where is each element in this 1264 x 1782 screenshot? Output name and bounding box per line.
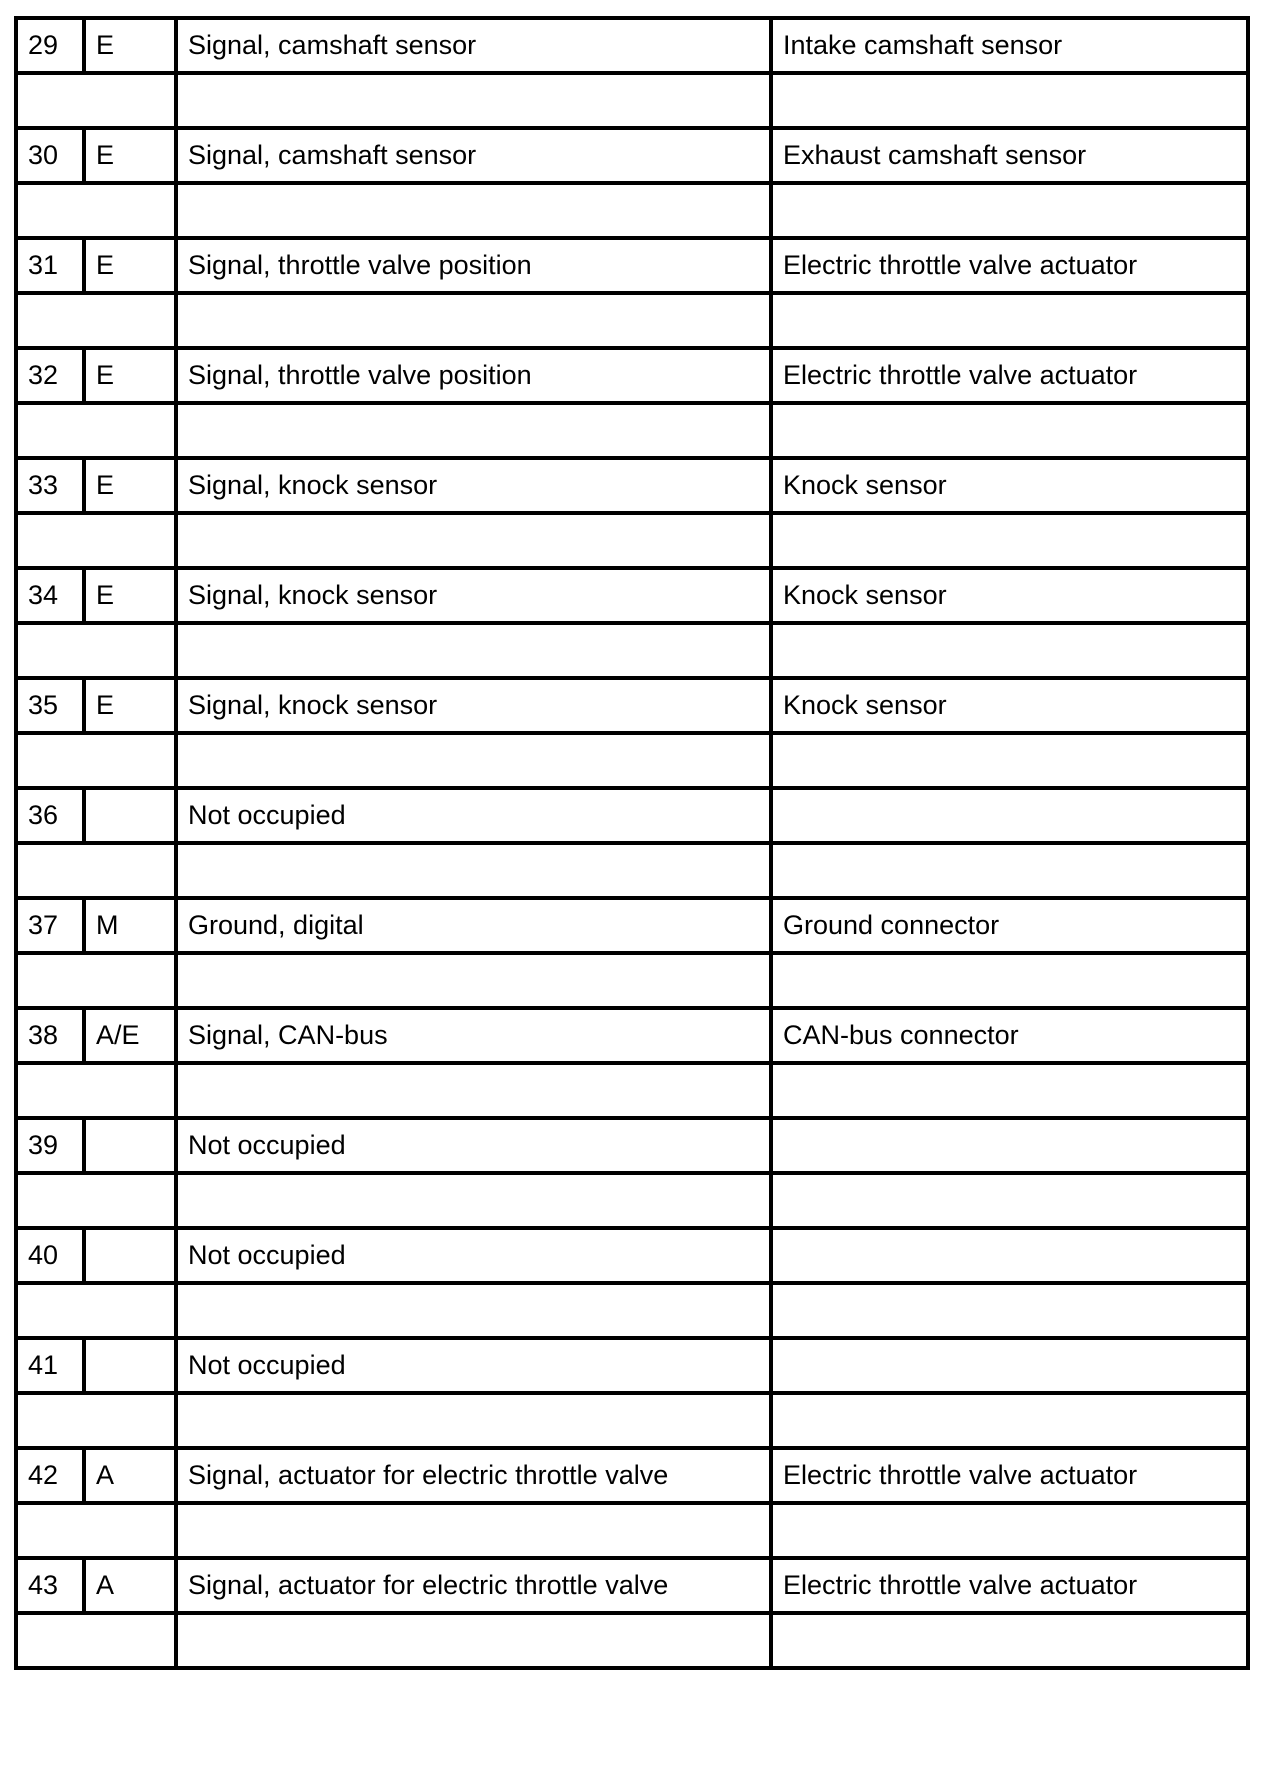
spacer-description-cell (176, 183, 771, 238)
connection-cell (771, 1338, 1248, 1393)
spacer-description-cell (176, 953, 771, 1008)
pin-assignment-table (14, 16, 1250, 1670)
table-spacer-row (16, 183, 1248, 238)
table-row (16, 1558, 1248, 1613)
spacer-description-cell (176, 513, 771, 568)
table-row (16, 1228, 1248, 1283)
connection-cell: Knock sensor (771, 568, 1248, 623)
table-row (16, 238, 1248, 293)
spacer-pin-cell (16, 1613, 176, 1668)
pin-number-cell: 42 (16, 1448, 84, 1503)
table-row (16, 1448, 1248, 1503)
table-spacer-row (16, 1063, 1248, 1118)
pin-number-cell: 29 (16, 18, 84, 73)
spacer-pin-cell (16, 293, 176, 348)
spacer-pin-cell (16, 513, 176, 568)
description-cell: Signal, camshaft sensor (176, 128, 771, 183)
connection-cell: Knock sensor (771, 458, 1248, 513)
spacer-connection-cell (771, 293, 1248, 348)
spacer-connection-cell (771, 733, 1248, 788)
pin-type-cell: E (84, 18, 176, 73)
description-cell: Signal, knock sensor (176, 678, 771, 733)
pin-number-cell: 43 (16, 1558, 84, 1613)
spacer-description-cell (176, 733, 771, 788)
table-row (16, 568, 1248, 623)
spacer-pin-cell (16, 403, 176, 458)
table-row (16, 348, 1248, 403)
spacer-pin-cell (16, 843, 176, 898)
pin-type-cell: E (84, 568, 176, 623)
connection-cell: Ground connector (771, 898, 1248, 953)
spacer-description-cell (176, 293, 771, 348)
spacer-pin-cell (16, 1283, 176, 1338)
spacer-connection-cell (771, 1283, 1248, 1338)
table-row (16, 1008, 1248, 1063)
table-spacer-row (16, 623, 1248, 678)
table-row (16, 678, 1248, 733)
spacer-pin-cell (16, 953, 176, 1008)
spacer-description-cell (176, 1283, 771, 1338)
spacer-description-cell (176, 1063, 771, 1118)
spacer-description-cell (176, 623, 771, 678)
pin-number-cell: 41 (16, 1338, 84, 1393)
description-cell: Signal, actuator for electric throttle valve (176, 1558, 771, 1613)
spacer-description-cell (176, 843, 771, 898)
pin-number-cell: 31 (16, 238, 84, 293)
spacer-connection-cell (771, 1173, 1248, 1228)
table-row (16, 898, 1248, 953)
connection-cell (771, 1118, 1248, 1173)
description-cell: Signal, knock sensor (176, 568, 771, 623)
table-row (16, 458, 1248, 513)
spacer-connection-cell (771, 73, 1248, 128)
pin-type-cell (84, 1118, 176, 1173)
spacer-description-cell (176, 73, 771, 128)
connection-cell (771, 788, 1248, 843)
pin-type-cell: E (84, 238, 176, 293)
pin-table-body (16, 18, 1248, 1668)
spacer-description-cell (176, 403, 771, 458)
description-cell: Signal, throttle valve position (176, 348, 771, 403)
spacer-pin-cell (16, 1173, 176, 1228)
pin-type-cell: E (84, 678, 176, 733)
pin-type-cell (84, 788, 176, 843)
table-spacer-row (16, 513, 1248, 568)
pin-type-cell: E (84, 458, 176, 513)
table-row (16, 1118, 1248, 1173)
spacer-connection-cell (771, 513, 1248, 568)
pin-number-cell: 34 (16, 568, 84, 623)
spacer-connection-cell (771, 403, 1248, 458)
pin-number-cell: 32 (16, 348, 84, 403)
spacer-pin-cell (16, 183, 176, 238)
spacer-connection-cell (771, 183, 1248, 238)
spacer-pin-cell (16, 1063, 176, 1118)
pin-type-cell: A (84, 1558, 176, 1613)
connection-cell: Electric throttle valve actuator (771, 238, 1248, 293)
spacer-connection-cell (771, 953, 1248, 1008)
spacer-description-cell (176, 1393, 771, 1448)
connection-cell: Electric throttle valve actuator (771, 1558, 1248, 1613)
table-row (16, 18, 1248, 73)
description-cell: Ground, digital (176, 898, 771, 953)
description-cell: Not occupied (176, 1228, 771, 1283)
table-spacer-row (16, 953, 1248, 1008)
spacer-connection-cell (771, 1393, 1248, 1448)
pin-number-cell: 38 (16, 1008, 84, 1063)
pin-number-cell: 33 (16, 458, 84, 513)
table-row (16, 788, 1248, 843)
table-spacer-row (16, 293, 1248, 348)
connection-cell: Electric throttle valve actuator (771, 348, 1248, 403)
spacer-description-cell (176, 1613, 771, 1668)
pin-number-cell: 30 (16, 128, 84, 183)
description-cell: Signal, knock sensor (176, 458, 771, 513)
connection-cell: Electric throttle valve actuator (771, 1448, 1248, 1503)
pin-number-cell: 39 (16, 1118, 84, 1173)
description-cell: Signal, actuator for electric throttle valve (176, 1448, 771, 1503)
spacer-pin-cell (16, 1503, 176, 1558)
spacer-pin-cell (16, 623, 176, 678)
table-spacer-row (16, 1613, 1248, 1668)
table-spacer-row (16, 73, 1248, 128)
table-spacer-row (16, 1503, 1248, 1558)
connection-cell: CAN-bus connector (771, 1008, 1248, 1063)
table-row (16, 1338, 1248, 1393)
connection-cell: Knock sensor (771, 678, 1248, 733)
pin-type-cell (84, 1338, 176, 1393)
spacer-connection-cell (771, 1613, 1248, 1668)
spacer-connection-cell (771, 623, 1248, 678)
spacer-pin-cell (16, 733, 176, 788)
pin-type-cell: E (84, 128, 176, 183)
pin-type-cell: M (84, 898, 176, 953)
description-cell: Not occupied (176, 1118, 771, 1173)
table-spacer-row (16, 843, 1248, 898)
spacer-connection-cell (771, 1503, 1248, 1558)
spacer-description-cell (176, 1503, 771, 1558)
description-cell: Signal, camshaft sensor (176, 18, 771, 73)
pin-type-cell: A/E (84, 1008, 176, 1063)
pin-number-cell: 35 (16, 678, 84, 733)
connection-cell (771, 1228, 1248, 1283)
connection-cell: Intake camshaft sensor (771, 18, 1248, 73)
spacer-connection-cell (771, 843, 1248, 898)
table-spacer-row (16, 733, 1248, 788)
pin-number-cell: 36 (16, 788, 84, 843)
pin-type-cell: E (84, 348, 176, 403)
pin-number-cell: 40 (16, 1228, 84, 1283)
pin-number-cell: 37 (16, 898, 84, 953)
pin-type-cell: A (84, 1448, 176, 1503)
spacer-pin-cell (16, 1393, 176, 1448)
description-cell: Not occupied (176, 1338, 771, 1393)
connection-cell: Exhaust camshaft sensor (771, 128, 1248, 183)
table-spacer-row (16, 1283, 1248, 1338)
spacer-connection-cell (771, 1063, 1248, 1118)
table-row (16, 128, 1248, 183)
table-spacer-row (16, 403, 1248, 458)
table-spacer-row (16, 1393, 1248, 1448)
pin-type-cell (84, 1228, 176, 1283)
description-cell: Signal, throttle valve position (176, 238, 771, 293)
description-cell: Signal, CAN-bus (176, 1008, 771, 1063)
table-spacer-row (16, 1173, 1248, 1228)
spacer-pin-cell (16, 73, 176, 128)
spacer-description-cell (176, 1173, 771, 1228)
description-cell: Not occupied (176, 788, 771, 843)
